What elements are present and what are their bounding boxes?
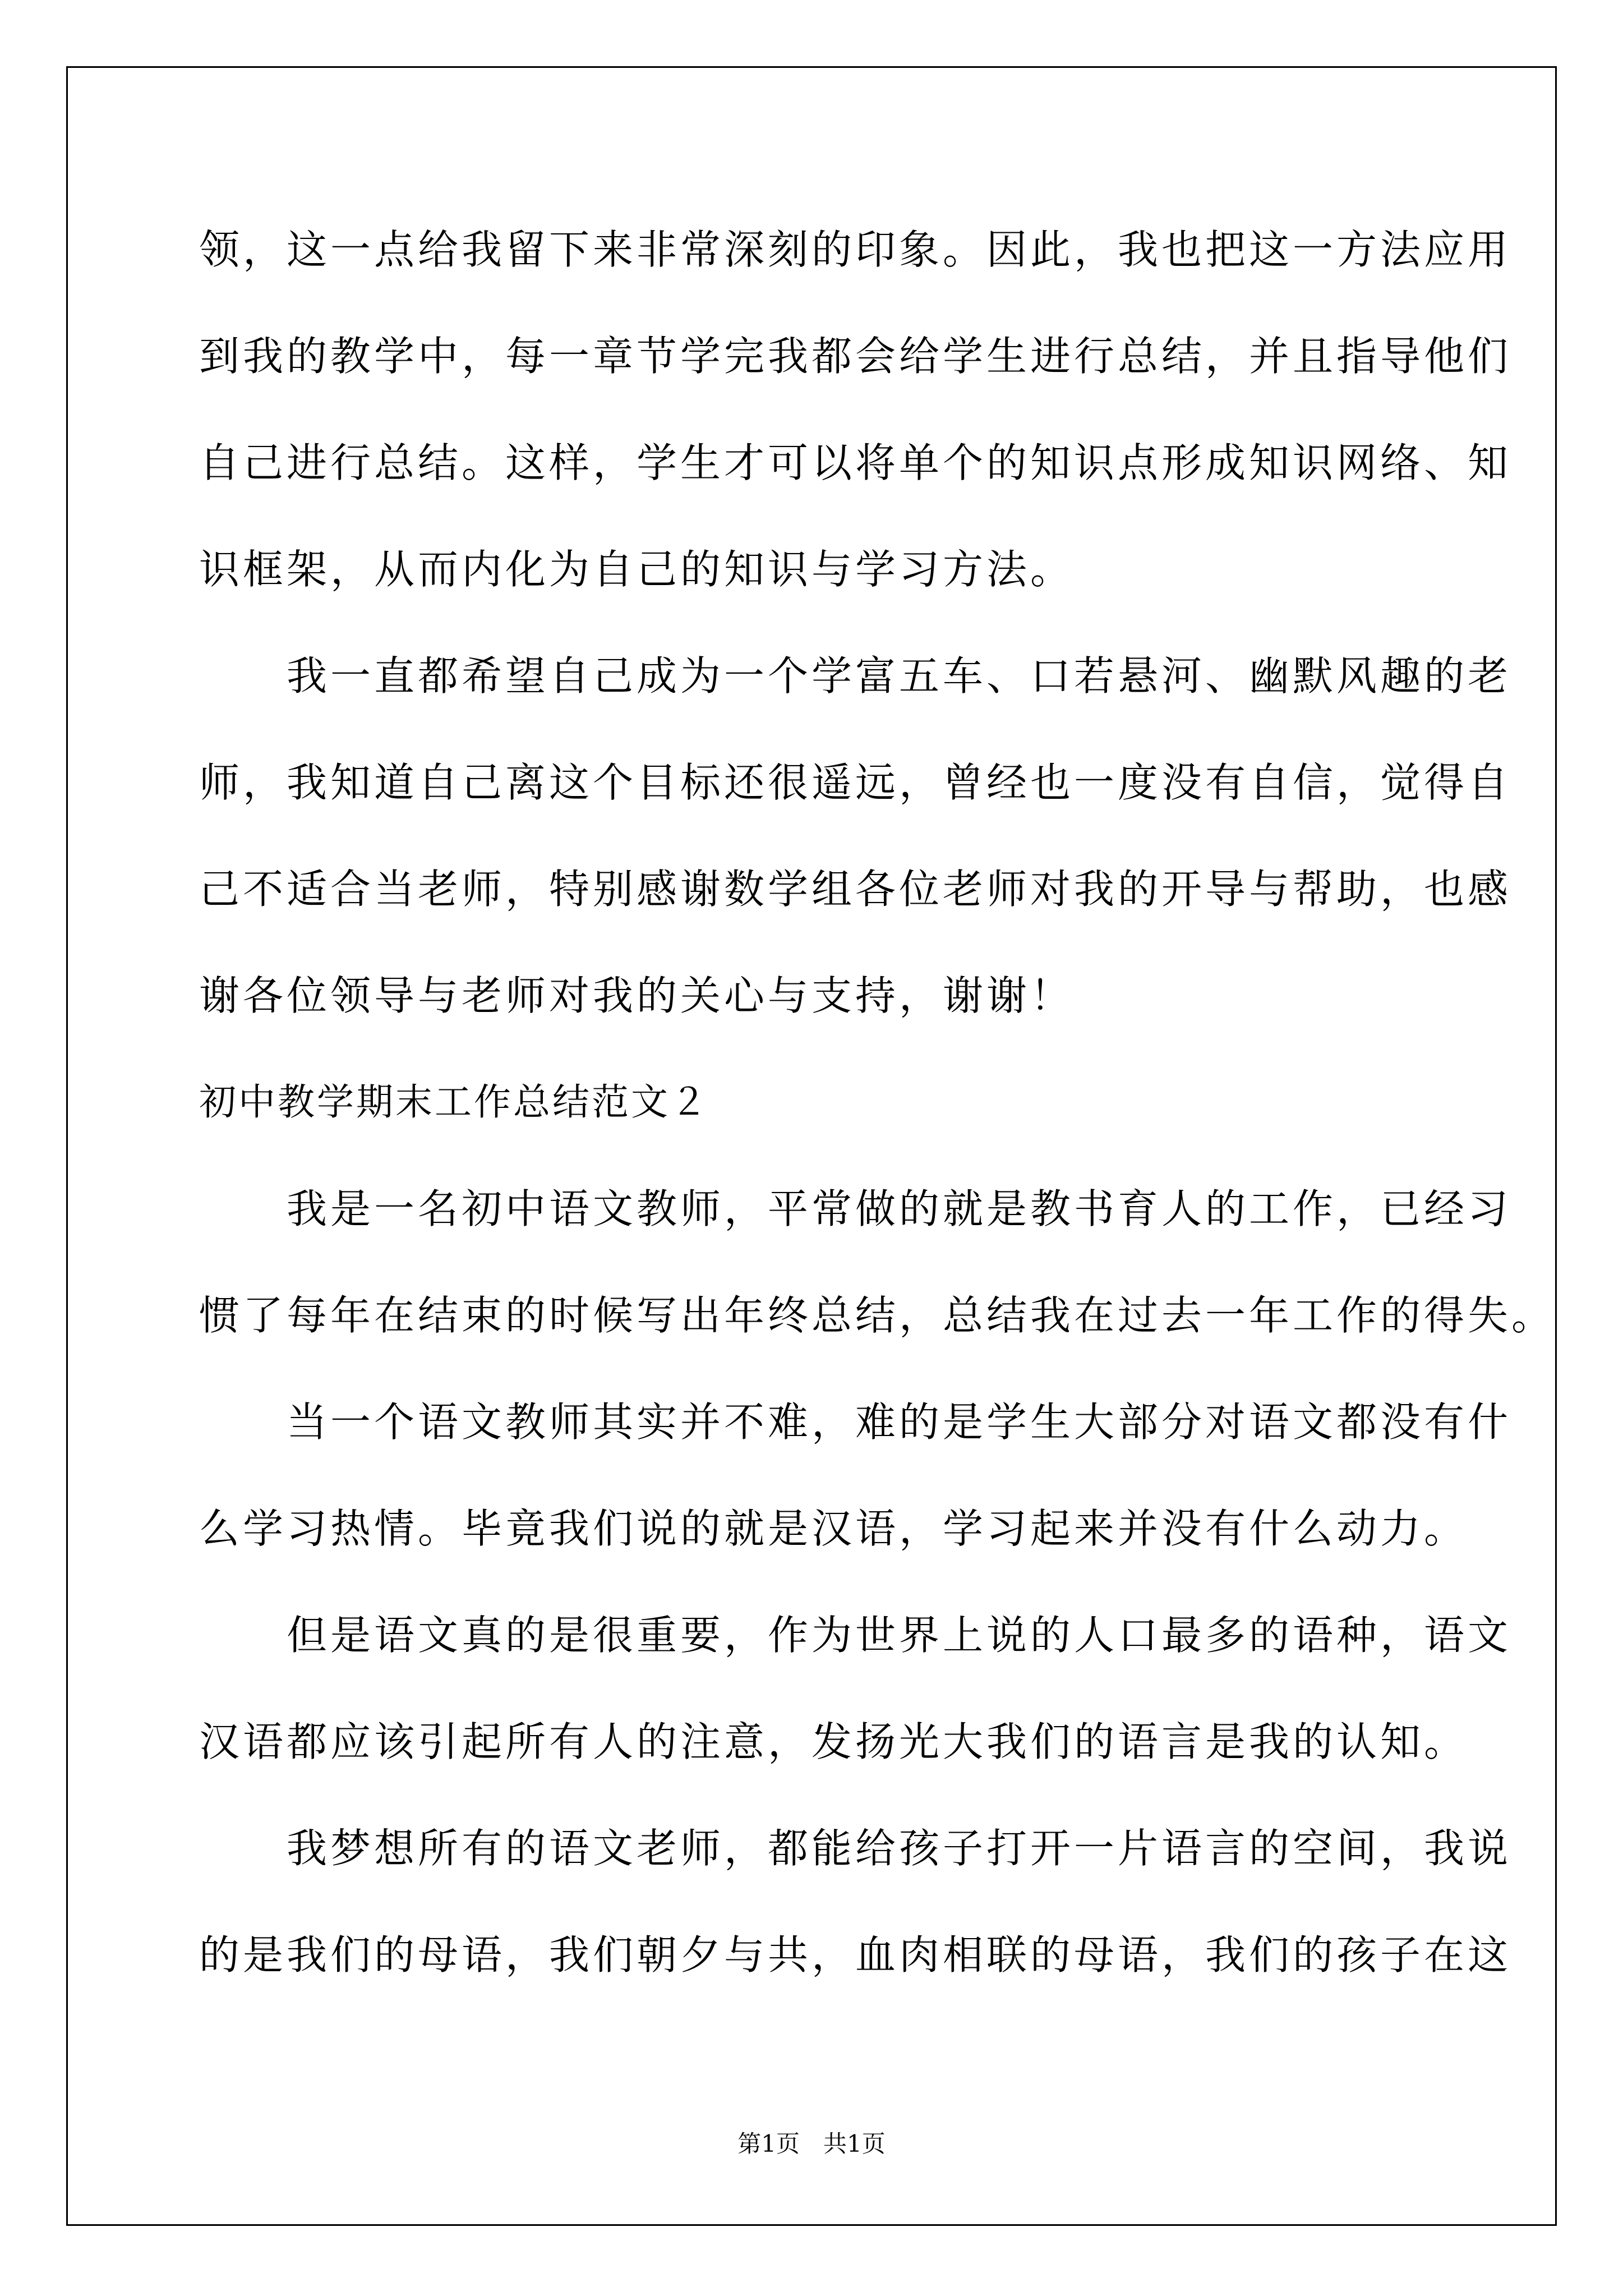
body-text-line: 我梦想所有的语文老师，都能给孩子打开一片语言的空间，我说 [199, 1825, 1512, 1872]
body-text-line: 当一个语文教师其实并不难，难的是学生大部分对语文都没有什 [199, 1398, 1512, 1446]
body-text-line: 汉语都应该引起所有人的注意，发扬光大我们的语言是我的认知。 [199, 1718, 1468, 1765]
body-text-line: 到我的教学中，每一章节学完我都会给学生进行总结，并且指导他们 [199, 333, 1512, 380]
body-text-line: 但是语文真的是很重要，作为世界上说的人口最多的语种，语文 [199, 1612, 1512, 1659]
body-text-line: 的是我们的母语，我们朝夕与共，血肉相联的母语，我们的孩子在这 [199, 1931, 1512, 1978]
body-text-line: 谢各位领导与老师对我的关心与支持，谢谢！ [199, 972, 1075, 1019]
body-text-line: 我是一名初中语文教师，平常做的就是教书育人的工作，已经习 [199, 1185, 1512, 1232]
body-text-line: 么学习热情。毕竟我们说的就是汉语，学习起来并没有什么动力。 [199, 1505, 1468, 1552]
body-text-line: 己不适合当老师，特别感谢数学组各位老师对我的开导与帮助，也感 [199, 866, 1512, 913]
body-text-line: 自己进行总结。这样，学生才可以将单个的知识点形成知识网络、知 [199, 439, 1512, 486]
body-text-line: 识框架，从而内化为自己的知识与学习方法。 [199, 546, 1075, 593]
page-border [66, 66, 1557, 2226]
body-text-line: 师，我知道自己离这个目标还很遥远，曾经也一度没有自信，觉得自 [199, 759, 1512, 806]
page-number-footer: 第1页 共1页 [737, 2130, 886, 2157]
body-text-line: 领，这一点给我留下来非常深刻的印象。因此，我也把这一方法应用 [199, 226, 1512, 273]
body-text-line: 惯了每年在结束的时候写出年终总结，总结我在过去一年工作的得失。 [199, 1292, 1556, 1339]
section-heading: 初中教学期末工作总结范文２ [199, 1080, 709, 1124]
body-text-line: 我一直都希望自己成为一个学富五车、口若悬河、幽默风趣的老 [199, 652, 1512, 700]
